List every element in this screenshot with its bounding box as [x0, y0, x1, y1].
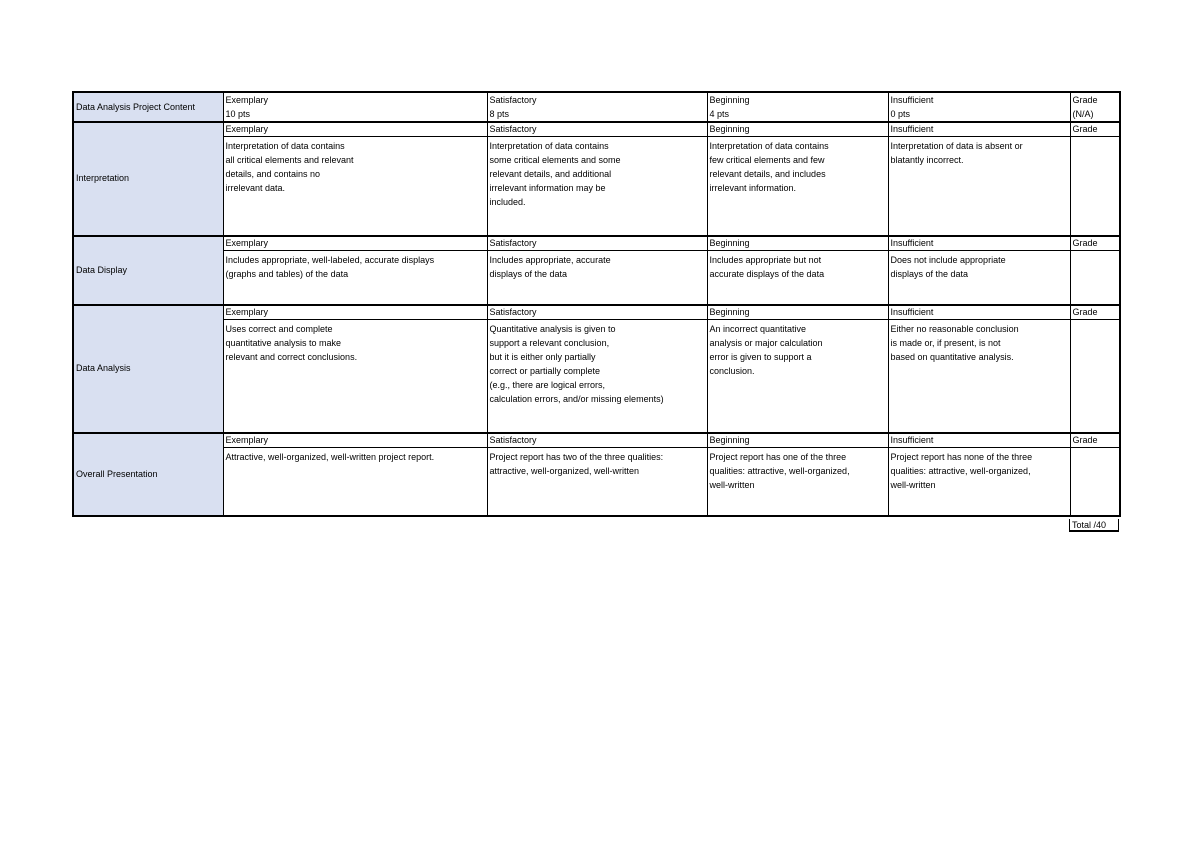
header-satisfactory [487, 92, 707, 122]
grade-cell[interactable] [1070, 137, 1120, 236]
description-row-interpretation [73, 137, 1120, 236]
level-points: 0 pts [890, 109, 911, 119]
criterion-data-display: Data Display [73, 236, 223, 306]
content-header-cell: Data Analysis Project Content [73, 92, 223, 122]
level-label-beginning: Beginning [707, 122, 888, 137]
level-row-overall-presentation [73, 433, 1120, 448]
rubric-table [72, 91, 1121, 517]
level-row-data-analysis [73, 305, 1120, 320]
header-grade [1070, 92, 1120, 122]
header-insufficient [888, 92, 1070, 122]
level-label-insufficient: Insufficient [888, 236, 1070, 251]
level-row-interpretation [73, 122, 1120, 137]
criterion-data-analysis: Data Analysis [73, 305, 223, 433]
criterion-overall-presentation: Overall Presentation [73, 433, 223, 517]
description-beginning: Interpretation of data contains few critical elements and few relevant details, and includes irrelevant information. [707, 137, 888, 236]
grade-cell[interactable] [1070, 250, 1120, 305]
level-points: 8 pts [489, 109, 510, 119]
description-insufficient: Interpretation of data is absent or blatantly incorrect. [888, 137, 1070, 236]
level-points: 10 pts [225, 109, 251, 119]
header-beginning [707, 92, 888, 122]
level-name: Exemplary [225, 95, 269, 105]
criterion-interpretation: Interpretation [73, 122, 223, 236]
description-exemplary: Uses correct and complete quantitative analysis to make relevant and correct conclusions. [223, 320, 487, 433]
level-label-grade: Grade [1070, 305, 1120, 320]
level-points: 4 pts [709, 109, 730, 119]
description-exemplary: Interpretation of data contains all critical elements and relevant details, and contains no irrelevant data. [223, 137, 487, 236]
description-satisfactory: Project report has two of the three qualities: attractive, well-organized, well-written [487, 447, 707, 516]
level-label-insufficient: Insufficient [888, 122, 1070, 137]
description-beginning: Includes appropriate but not accurate displays of the data [707, 250, 888, 305]
level-label-beginning: Beginning [707, 236, 888, 251]
grade-cell[interactable] [1070, 320, 1120, 433]
level-label-grade: Grade [1070, 122, 1120, 137]
description-satisfactory: Interpretation of data contains some critical elements and some relevant details, and additional irrelevant information may be included. [487, 137, 707, 236]
level-row-data-display [73, 236, 1120, 251]
level-label-insufficient: Insufficient [888, 305, 1070, 320]
level-name: Insufficient [890, 95, 934, 105]
description-row-overall-presentation [73, 447, 1120, 516]
description-row-data-analysis [73, 320, 1120, 433]
description-insufficient: Does not include appropriate displays of the data [888, 250, 1070, 305]
description-satisfactory: Includes appropriate, accurate displays of the data [487, 250, 707, 305]
level-label-insufficient: Insufficient [888, 433, 1070, 448]
description-beginning: An incorrect quantitative analysis or major calculation error is given to support a conclusion. [707, 320, 888, 433]
description-insufficient: Either no reasonable conclusion is made or, if present, is not based on quantitative analysis. [888, 320, 1070, 433]
level-label-exemplary: Exemplary [223, 122, 487, 137]
description-exemplary: Attractive, well-organized, well-written project report. [223, 447, 487, 516]
level-name: Beginning [709, 95, 750, 105]
description-exemplary: Includes appropriate, well-labeled, accurate displays (graphs and tables) of the data [223, 250, 487, 305]
header-row [73, 92, 1120, 122]
level-label-grade: Grade [1070, 236, 1120, 251]
grade-label: Grade [1072, 95, 1098, 105]
level-label-satisfactory: Satisfactory [487, 433, 707, 448]
level-label-satisfactory: Satisfactory [487, 305, 707, 320]
description-row-data-display [73, 250, 1120, 305]
level-label-exemplary: Exemplary [223, 305, 487, 320]
level-label-exemplary: Exemplary [223, 236, 487, 251]
level-label-beginning: Beginning [707, 305, 888, 320]
description-insufficient: Project report has none of the three qualities: attractive, well-organized, well-written [888, 447, 1070, 516]
grade-cell[interactable] [1070, 447, 1120, 516]
description-satisfactory: Quantitative analysis is given to support a relevant conclusion, but it is either only partially correct or partially complete (e.g., there are logical errors, calculation errors, and/or missing elements) [487, 320, 707, 433]
header-exemplary [223, 92, 487, 122]
level-label-exemplary: Exemplary [223, 433, 487, 448]
level-name: Satisfactory [489, 95, 537, 105]
level-label-satisfactory: Satisfactory [487, 236, 707, 251]
grade-sub: (N/A) [1072, 109, 1094, 119]
level-label-beginning: Beginning [707, 433, 888, 448]
level-label-grade: Grade [1070, 433, 1120, 448]
total-cell: Total /40 [1069, 519, 1119, 532]
description-beginning: Project report has one of the three qualities: attractive, well-organized, well-written [707, 447, 888, 516]
level-label-satisfactory: Satisfactory [487, 122, 707, 137]
